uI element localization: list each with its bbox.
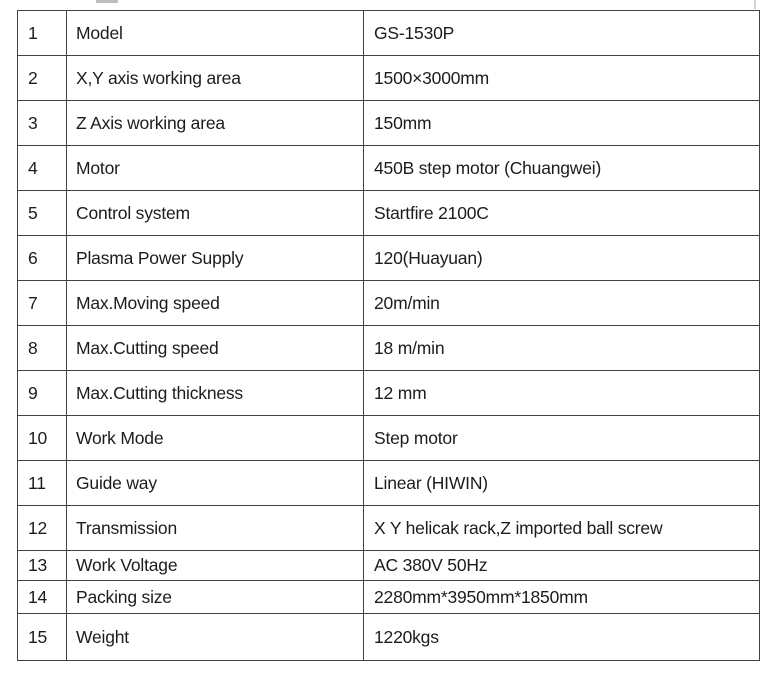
value-cell: AC 380V 50Hz <box>364 551 760 581</box>
parameter-cell: Control system <box>67 191 364 236</box>
table-row <box>18 326 760 371</box>
row-number-cell: 7 <box>18 281 67 326</box>
value-cell: 12 mm <box>364 371 760 416</box>
value-cell: 2280mm*3950mm*1850mm <box>364 581 760 614</box>
value-cell: Linear (HIWIN) <box>364 461 760 506</box>
parameter-cell: Work Mode <box>67 416 364 461</box>
parameter-cell: Z Axis working area <box>67 101 364 146</box>
parameter-cell: Max.Moving speed <box>67 281 364 326</box>
value-cell: X Y helicak rack,Z imported ball screw <box>364 506 760 551</box>
row-number-cell: 5 <box>18 191 67 236</box>
table-row <box>18 581 760 614</box>
value-cell: 20m/min <box>364 281 760 326</box>
table-row <box>18 191 760 236</box>
parameter-cell: Max.Cutting thickness <box>67 371 364 416</box>
parameter-cell: Work Voltage <box>67 551 364 581</box>
value-cell: 18 m/min <box>364 326 760 371</box>
row-number-cell: 8 <box>18 326 67 371</box>
value-cell: Step motor <box>364 416 760 461</box>
row-number-cell: 11 <box>18 461 67 506</box>
parameter-cell: Weight <box>67 614 364 661</box>
scan-artifact-smudge <box>96 0 118 3</box>
table-row <box>18 236 760 281</box>
table-row <box>18 56 760 101</box>
row-number-cell: 4 <box>18 146 67 191</box>
table-row <box>18 461 760 506</box>
spec-table-body <box>18 11 760 661</box>
table-row <box>18 551 760 581</box>
parameter-cell: Model <box>67 11 364 56</box>
table-row <box>18 146 760 191</box>
row-number-cell: 9 <box>18 371 67 416</box>
table-row <box>18 416 760 461</box>
table-row <box>18 101 760 146</box>
row-number-cell: 13 <box>18 551 67 581</box>
spec-table <box>17 10 760 661</box>
table-row <box>18 281 760 326</box>
row-number-cell: 15 <box>18 614 67 661</box>
table-row <box>18 371 760 416</box>
row-number-cell: 2 <box>18 56 67 101</box>
row-number-cell: 6 <box>18 236 67 281</box>
value-cell: Startfire 2100C <box>364 191 760 236</box>
parameter-cell: Motor <box>67 146 364 191</box>
value-cell: 1220kgs <box>364 614 760 661</box>
row-number-cell: 12 <box>18 506 67 551</box>
parameter-cell: Guide way <box>67 461 364 506</box>
value-cell: 450B step motor (Chuangwei) <box>364 146 760 191</box>
scan-artifact-tick <box>754 0 756 9</box>
parameter-cell: Transmission <box>67 506 364 551</box>
row-number-cell: 14 <box>18 581 67 614</box>
parameter-cell: Packing size <box>67 581 364 614</box>
value-cell: 1500×3000mm <box>364 56 760 101</box>
parameter-cell: Plasma Power Supply <box>67 236 364 281</box>
row-number-cell: 10 <box>18 416 67 461</box>
value-cell: 150mm <box>364 101 760 146</box>
parameter-cell: Max.Cutting speed <box>67 326 364 371</box>
table-row <box>18 506 760 551</box>
value-cell: GS-1530P <box>364 11 760 56</box>
parameter-cell: X,Y axis working area <box>67 56 364 101</box>
row-number-cell: 3 <box>18 101 67 146</box>
row-number-cell: 1 <box>18 11 67 56</box>
value-cell: 120(Huayuan) <box>364 236 760 281</box>
table-row <box>18 11 760 56</box>
table-row <box>18 614 760 661</box>
